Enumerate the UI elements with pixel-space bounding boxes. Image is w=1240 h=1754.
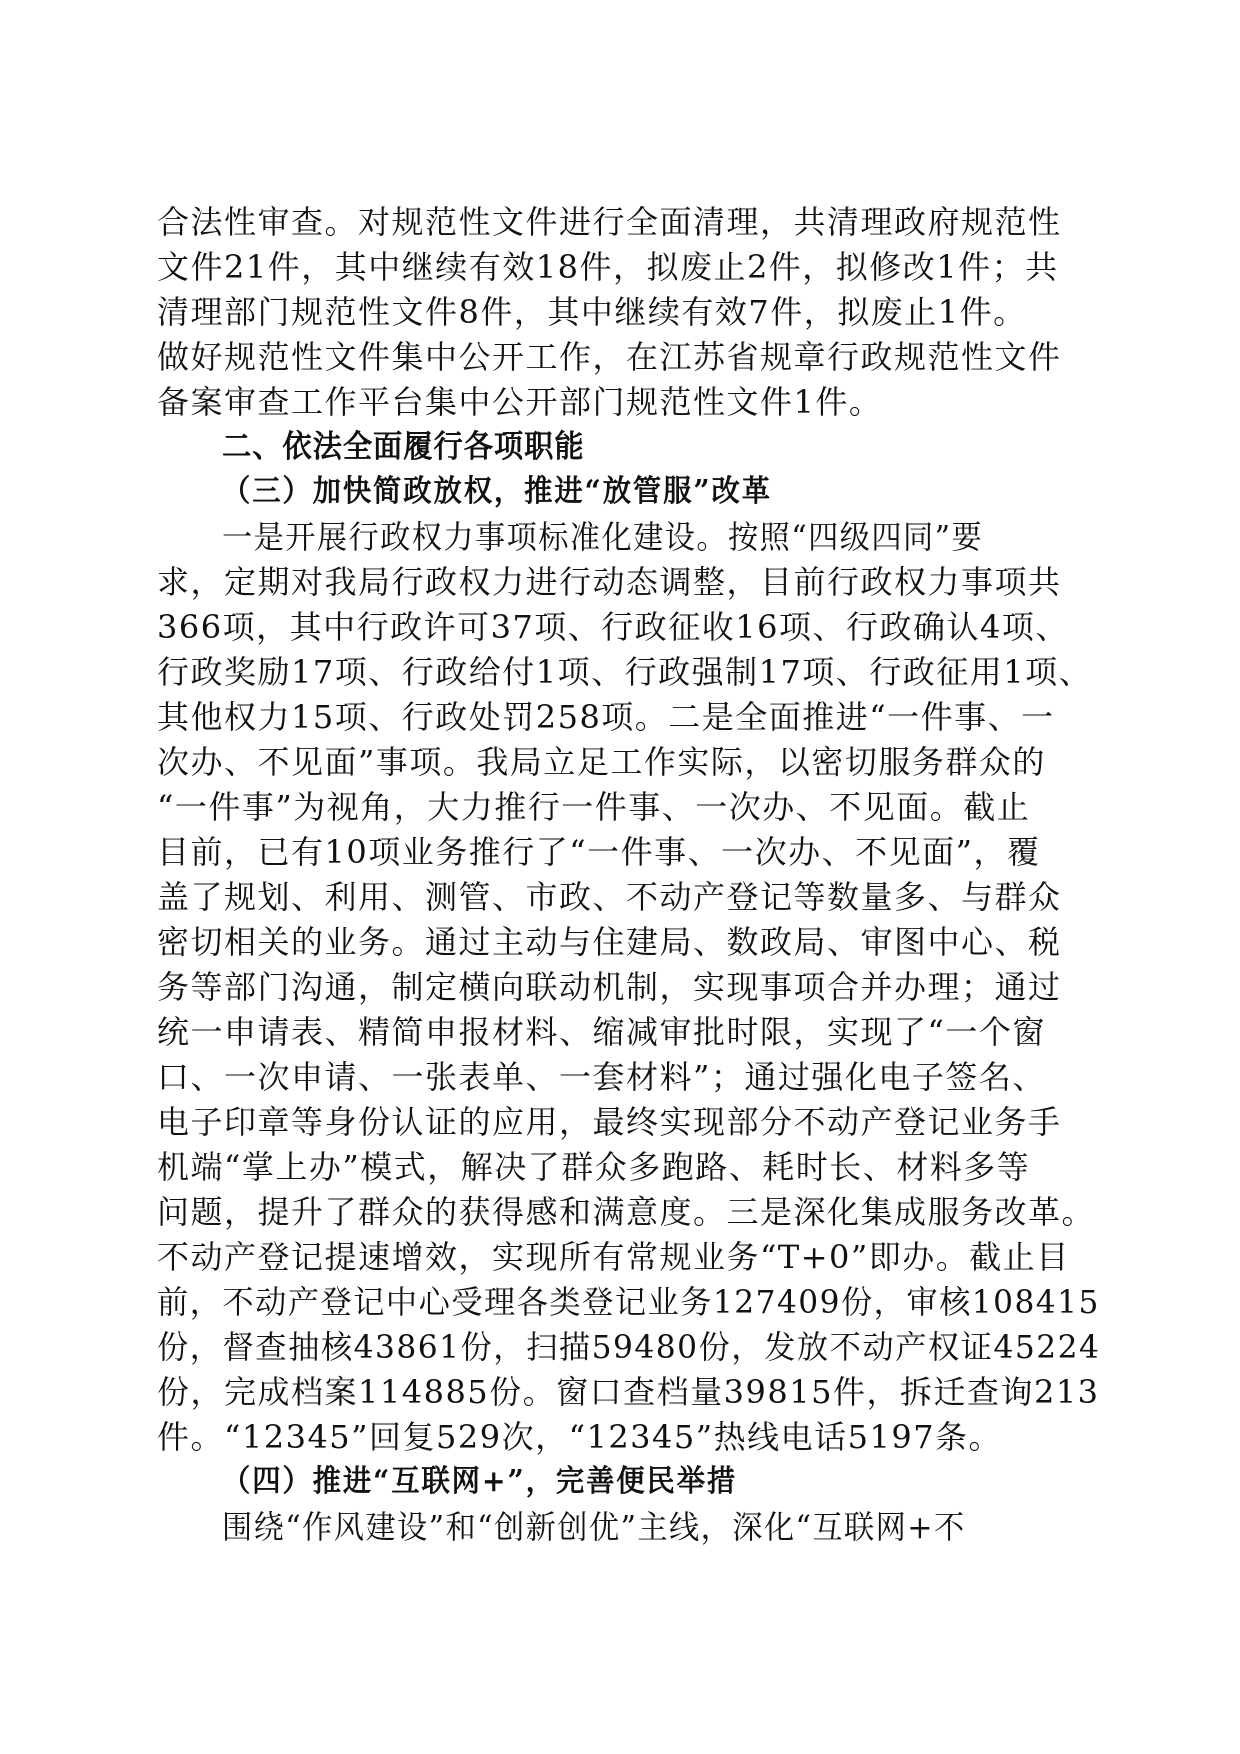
body-text-line: 文件21件，其中继续有效18件，拟废止2件，拟修改1件；共 bbox=[157, 248, 1059, 286]
body-text-line: 件。“12345”回复529次，“12345”热线电话5197条。 bbox=[157, 1418, 1003, 1456]
body-text-line: “一件事”为视角，大力推行一件事、一次办、不见面。截止 bbox=[157, 788, 1031, 826]
body-text-line: 口、一次申请、一张表单、一套材料”；通过强化电子签名、 bbox=[157, 1058, 1046, 1096]
body-text-line: 行政奖励17项、行政给付1项、行政强制17项、行政征用1项、 bbox=[157, 653, 1093, 691]
body-text-line: 电子印章等身份认证的应用，最终实现部分不动产登记业务手 bbox=[157, 1103, 1062, 1141]
body-text-line: 统一申请表、精简申报材料、缩减审批时限，实现了“一个窗 bbox=[157, 1013, 1046, 1051]
body-text-line: 其他权力15项、行政处罚258项。二是全面推进“一件事、一 bbox=[157, 698, 1055, 736]
body-text-line: 盖了规划、利用、测管、市政、不动产登记等数量多、与群众 bbox=[157, 878, 1062, 916]
body-text-line: 合法性审查。对规范性文件进行全面清理，共清理政府规范性 bbox=[157, 203, 1062, 241]
body-text-line: 务等部门沟通，制定横向联动机制，实现事项合并办理；通过 bbox=[157, 968, 1062, 1006]
body-text-line: 做好规范性文件集中公开工作，在江苏省规章行政规范性文件 bbox=[157, 338, 1062, 376]
body-text-line: 机端“掌上办”模式，解决了群众多跑路、耗时长、材料多等 bbox=[157, 1148, 1031, 1186]
body-text-line: 一是开展行政权力事项标准化建设。按照“四级四同”要 bbox=[222, 518, 984, 556]
body-text-line: 份，督查抽核43861份，扫描59480份，发放不动产权证45224 bbox=[157, 1328, 1101, 1366]
body-text-line: 366项，其中行政许可37项、行政征收16项、行政确认4项、 bbox=[157, 608, 1069, 646]
body-text-line: 份，完成档案114885份。窗口查档量39815件，拆迁查询213 bbox=[157, 1373, 1100, 1411]
body-text-line: 前，不动产登记中心受理各类登记业务127409份，审核108415 bbox=[157, 1283, 1100, 1321]
subsection-heading: （四）推进“互联网+”，完善便民举措 bbox=[222, 1464, 738, 1499]
body-text-line: 清理部门规范性文件8件，其中继续有效7件，拟废止1件。 bbox=[157, 293, 1027, 331]
body-text-line: 求，定期对我局行政权力进行动态调整，目前行政权力事项共 bbox=[157, 563, 1062, 601]
body-text-line: 不动产登记提速增效，实现所有常规业务“T+0”即办。截止目 bbox=[157, 1238, 1070, 1276]
body-text-line: 围绕“作风建设”和“创新创优”主线，深化“互联网+不 bbox=[222, 1508, 966, 1546]
body-text-line: 目前，已有10项业务推行了“一件事、一次办、不见面”，覆 bbox=[157, 833, 1041, 871]
subsection-heading: （三）加快简政放权，推进“放管服”改革 bbox=[222, 474, 772, 509]
body-text-line: 密切相关的业务。通过主动与住建局、数政局、审图中心、税 bbox=[157, 923, 1062, 961]
body-text-line: 问题，提升了群众的获得感和满意度。三是深化集成服务改革。 bbox=[157, 1193, 1096, 1231]
section-heading: 二、依法全面履行各项职能 bbox=[222, 429, 585, 465]
body-text-line: 备案审查工作平台集中公开部门规范性文件1件。 bbox=[157, 383, 883, 421]
body-text-line: 次办、不见面”事项。我局立足工作实际，以密切服务群众的 bbox=[157, 743, 1046, 781]
